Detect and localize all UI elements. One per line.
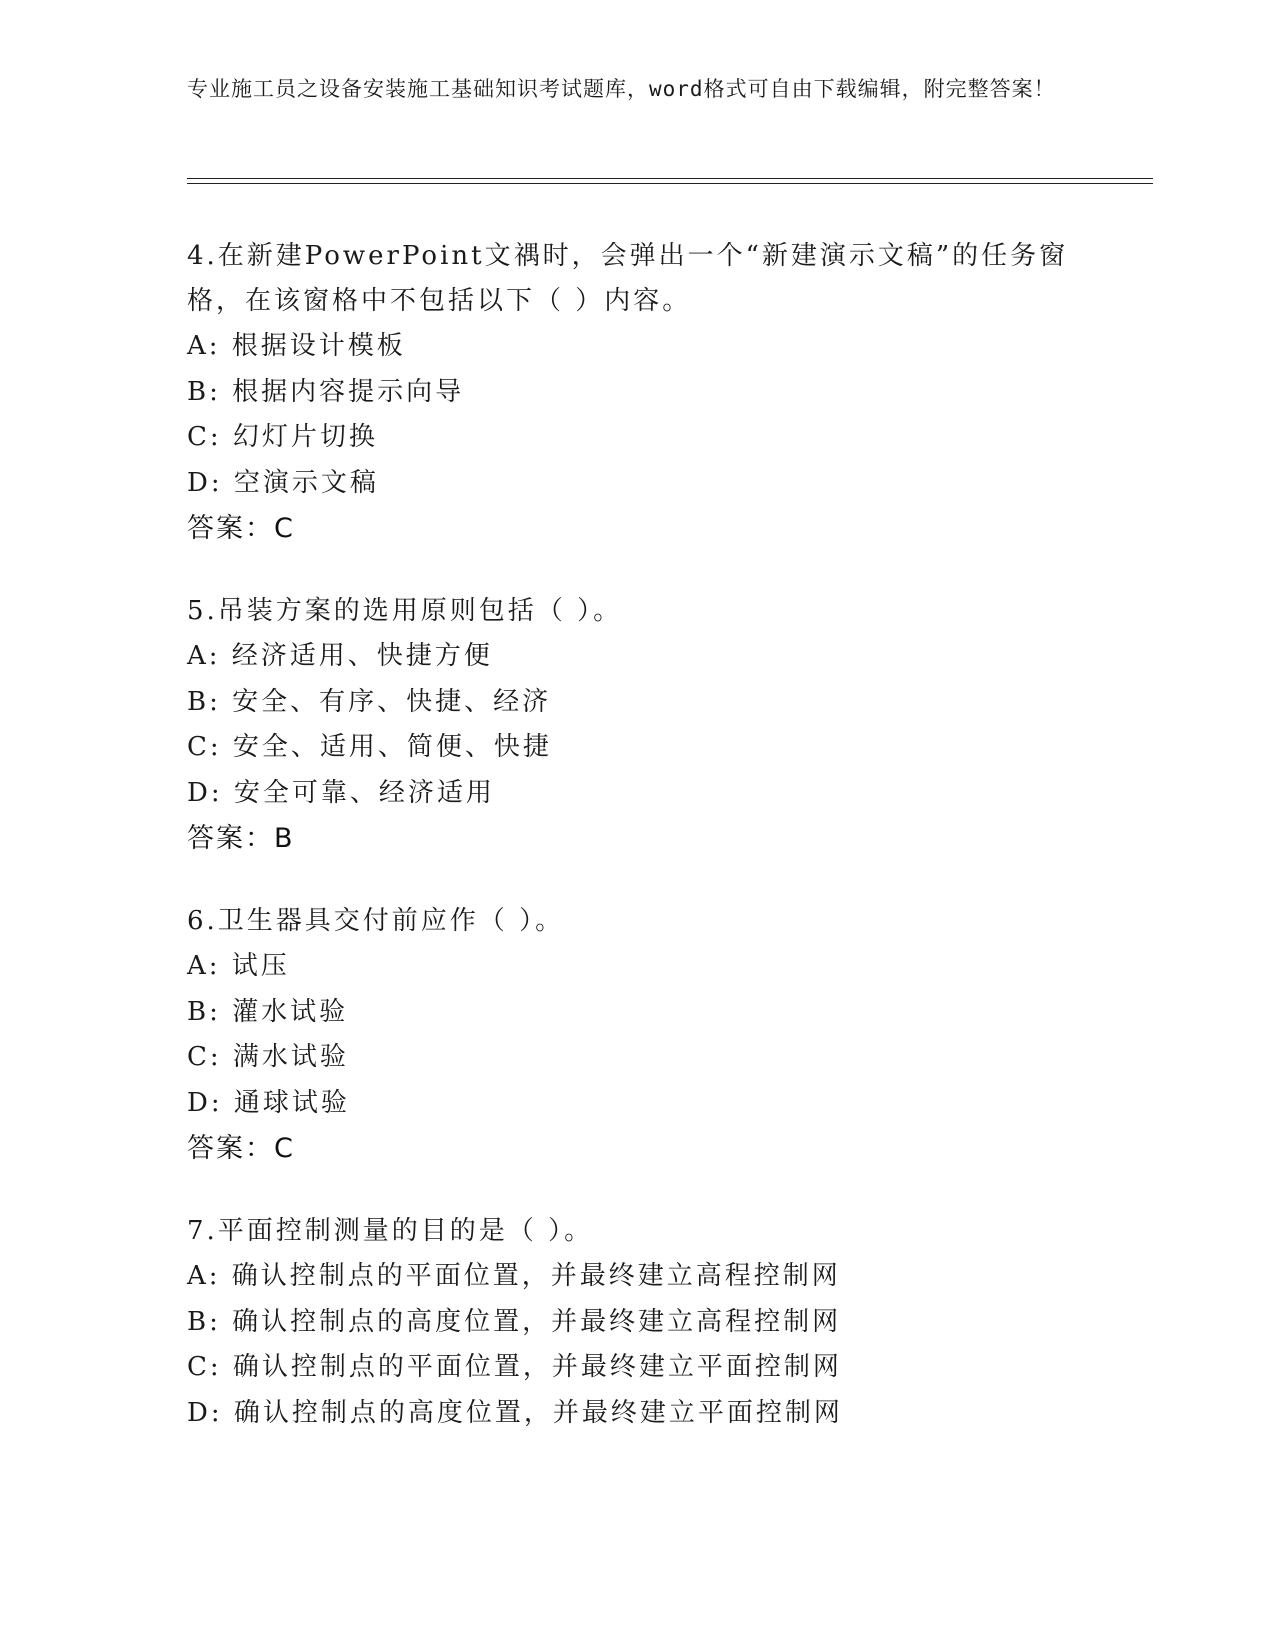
option-c: C: 确认控制点的平面位置，并最终建立平面控制网: [187, 1352, 842, 1382]
option-c: C: 幻灯片切换: [187, 422, 378, 452]
question-item: [187, 589, 1087, 862]
question-item: [187, 234, 1087, 552]
question-item: [187, 1209, 1087, 1436]
answer-label: 答案：B: [187, 823, 295, 854]
option-d: D: 空演示文稿: [187, 467, 379, 498]
option-a: A: 根据设计模板: [187, 331, 406, 361]
option-b: B: 根据内容提示向导: [187, 376, 465, 407]
document-header: 专业施工员之设备安装施工基础知识考试题库，word格式可自由下载编辑，附完整答案！: [187, 77, 1056, 101]
question-text: 7.平面控制测量的目的是（ ）。: [187, 1216, 594, 1246]
option-d: D: 确认控制点的高度位置，并最终建立平面控制网: [187, 1397, 843, 1428]
option-c: C: 安全、适用、简便、快捷: [187, 732, 552, 762]
option-d: D: 通球试验: [187, 1087, 350, 1118]
option-b: B: 灌水试验: [187, 996, 349, 1027]
answer-label: 答案：C: [187, 1133, 295, 1164]
header-divider-top: [187, 178, 1153, 179]
question-list: [187, 234, 1087, 1473]
option-a: A: 确认控制点的平面位置，并最终建立高程控制网: [187, 1261, 841, 1291]
question-text: 6.卫生器具交付前应作（ ）。: [187, 906, 565, 936]
option-b: B: 确认控制点的高度位置，并最终建立高程控制网: [187, 1306, 842, 1337]
question-text: 4.在新建PowerPoint文禑时，会弹出一个“新建演示文稿”的任务窗格，在该窗格中不包括以下（ ）内容。: [187, 241, 1069, 316]
option-b: B: 安全、有序、快捷、经济: [187, 686, 552, 717]
question-text: 5.吊装方案的选用原则包括（ ）。: [187, 596, 623, 626]
option-c: C: 满水试验: [187, 1042, 349, 1072]
question-item: [187, 899, 1087, 1172]
option-a: A: 试压: [187, 951, 290, 981]
option-a: A: 经济适用、快捷方便: [187, 641, 493, 671]
option-d: D: 安全可靠、经济适用: [187, 777, 495, 808]
answer-label: 答案：C: [187, 513, 295, 544]
header-divider-bottom: [187, 183, 1153, 184]
